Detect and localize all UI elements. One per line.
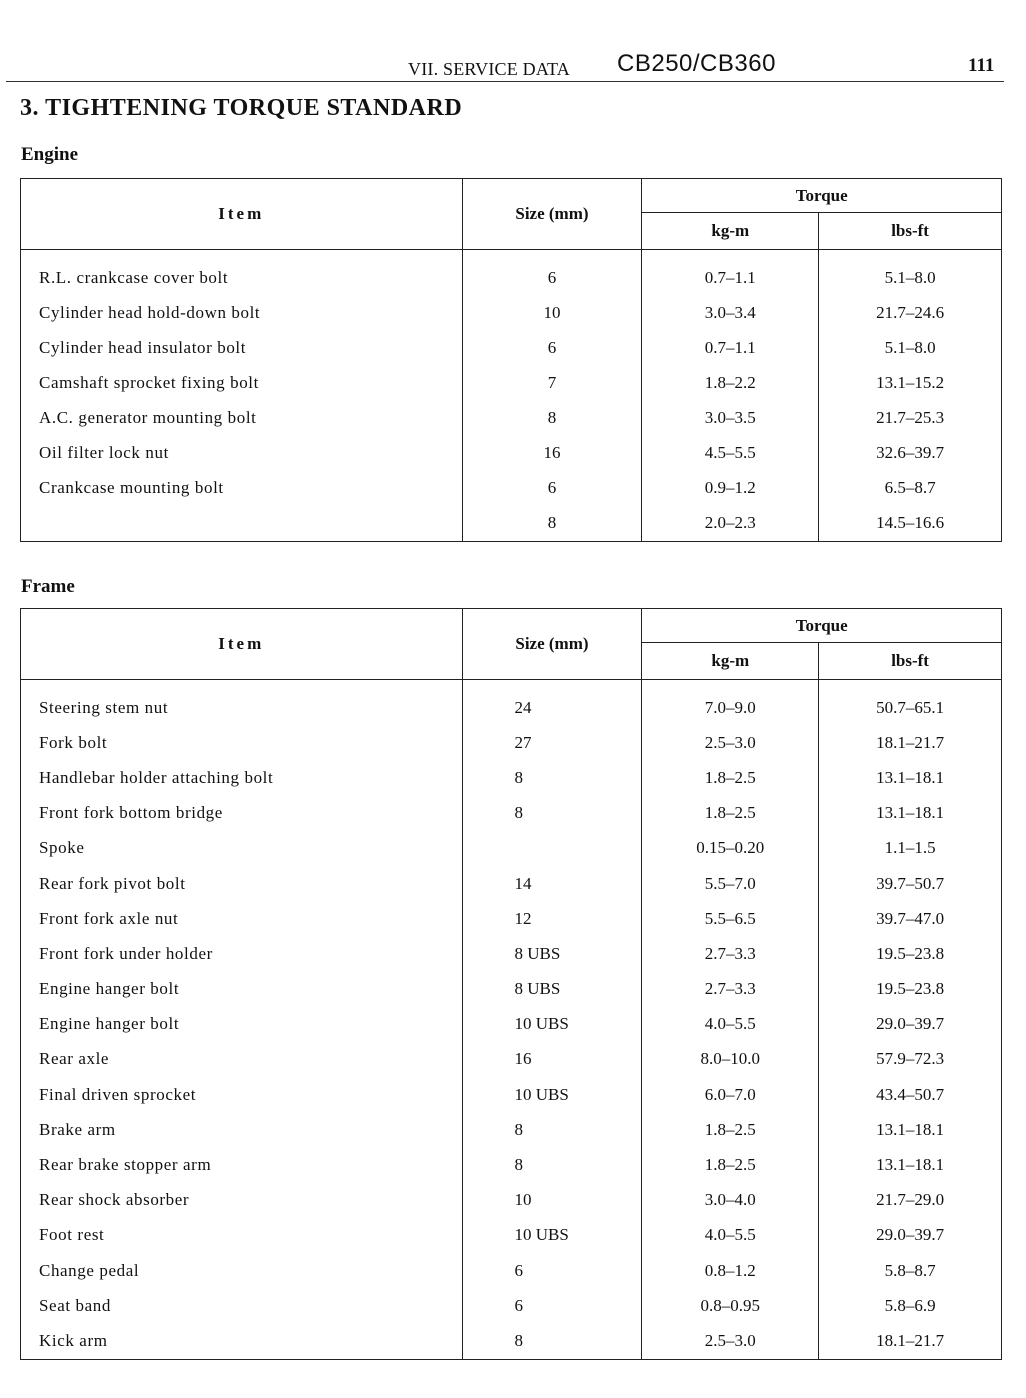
size-cell: 8 UBS: [462, 936, 642, 971]
table-row: [21, 831, 1002, 866]
kgm-column-header: kg-m: [642, 643, 819, 680]
kgm-cell: 2.7–3.3: [642, 972, 819, 1007]
lbsft-cell: 50.7–65.1: [819, 690, 1002, 725]
lbsft-cell: 18.1–21.7: [819, 725, 1002, 760]
size-cell: 16: [462, 1042, 642, 1077]
item-cell: Engine hanger bolt: [21, 1007, 463, 1042]
table-row: [21, 506, 1002, 542]
kgm-cell: 0.9–1.2: [642, 471, 819, 506]
size-column-header: Size (mm): [462, 179, 642, 250]
lbsft-cell: 18.1–21.7: [819, 1323, 1002, 1359]
size-cell: [462, 831, 642, 866]
size-cell: 6: [462, 330, 642, 365]
item-cell: Rear axle: [21, 1042, 463, 1077]
item-column-header: Item: [21, 609, 463, 680]
kgm-cell: 3.0–3.4: [642, 295, 819, 330]
size-cell: 8: [462, 400, 642, 435]
size-cell: 8: [462, 1323, 642, 1359]
lbsft-cell: 5.8–6.9: [819, 1288, 1002, 1323]
model-label: CB250/CB360: [617, 50, 776, 77]
table-row: [21, 471, 1002, 506]
lbsft-cell: 19.5–23.8: [819, 936, 1002, 971]
torque-column-header: Torque: [642, 179, 1002, 213]
item-column-header: Item: [21, 179, 463, 250]
table-row: [21, 1288, 1002, 1323]
item-cell: Rear shock absorber: [21, 1183, 463, 1218]
table-row: [21, 936, 1002, 971]
section-label: VII. SERVICE DATA: [408, 59, 571, 79]
kgm-cell: 0.15–0.20: [642, 831, 819, 866]
table-row: [21, 1218, 1002, 1253]
table-row: [21, 690, 1002, 725]
table-row: [21, 760, 1002, 795]
kgm-cell: 8.0–10.0: [642, 1042, 819, 1077]
size-cell: 8: [462, 506, 642, 542]
item-cell: Spoke: [21, 831, 463, 866]
kgm-column-header: kg-m: [642, 213, 819, 250]
table-row: [21, 1253, 1002, 1288]
size-cell: 8: [462, 1112, 642, 1147]
size-cell: 10 UBS: [462, 1077, 642, 1112]
size-cell: 10 UBS: [462, 1007, 642, 1042]
kgm-cell: 7.0–9.0: [642, 690, 819, 725]
size-cell: 7: [462, 365, 642, 400]
table-row: [21, 1112, 1002, 1147]
table-row: [21, 365, 1002, 400]
kgm-cell: 0.8–0.95: [642, 1288, 819, 1323]
table-row: [21, 866, 1002, 901]
size-column-header: Size (mm): [462, 609, 642, 680]
lbsft-cell: 14.5–16.6: [819, 506, 1002, 542]
table-row: [21, 972, 1002, 1007]
kgm-cell: 0.7–1.1: [642, 330, 819, 365]
item-cell: [21, 506, 463, 542]
table-row: [21, 1147, 1002, 1182]
item-cell: Engine hanger bolt: [21, 972, 463, 1007]
table-row: [21, 260, 1002, 295]
size-cell: 6: [462, 1288, 642, 1323]
lbsft-cell: 32.6–39.7: [819, 435, 1002, 470]
size-cell: 10: [462, 295, 642, 330]
item-cell: Cylinder head hold-down bolt: [21, 295, 463, 330]
lbsft-cell: 39.7–50.7: [819, 866, 1002, 901]
item-cell: Kick arm: [21, 1323, 463, 1359]
lbsft-cell: 21.7–25.3: [819, 400, 1002, 435]
kgm-cell: 1.8–2.5: [642, 796, 819, 831]
frame-heading: Frame: [21, 576, 75, 597]
lbsft-cell: 13.1–15.2: [819, 365, 1002, 400]
kgm-cell: 0.7–1.1: [642, 260, 819, 295]
kgm-cell: 2.5–3.0: [642, 725, 819, 760]
lbsft-cell: 39.7–47.0: [819, 901, 1002, 936]
kgm-cell: 1.8–2.5: [642, 1112, 819, 1147]
item-cell: Camshaft sprocket fixing bolt: [21, 365, 463, 400]
torque-column-header: Torque: [642, 609, 1002, 643]
kgm-cell: 1.8–2.5: [642, 1147, 819, 1182]
size-cell: 27: [462, 725, 642, 760]
page-number: 111: [968, 55, 995, 76]
item-cell: Change pedal: [21, 1253, 463, 1288]
item-cell: Rear brake stopper arm: [21, 1147, 463, 1182]
lbsft-cell: 21.7–29.0: [819, 1183, 1002, 1218]
item-cell: Fork bolt: [21, 725, 463, 760]
size-cell: 8: [462, 1147, 642, 1182]
lbsft-column-header: lbs-ft: [819, 213, 1002, 250]
lbsft-cell: 5.8–8.7: [819, 1253, 1002, 1288]
item-cell: Front fork axle nut: [21, 901, 463, 936]
table-row: [21, 725, 1002, 760]
table-row: [21, 400, 1002, 435]
item-cell: Front fork under holder: [21, 936, 463, 971]
kgm-cell: 5.5–6.5: [642, 901, 819, 936]
kgm-cell: 4.5–5.5: [642, 435, 819, 470]
lbsft-cell: 21.7–24.6: [819, 295, 1002, 330]
item-cell: Foot rest: [21, 1218, 463, 1253]
lbsft-cell: 13.1–18.1: [819, 796, 1002, 831]
size-cell: 6: [462, 471, 642, 506]
lbsft-cell: 1.1–1.5: [819, 831, 1002, 866]
size-cell: 12: [462, 901, 642, 936]
lbsft-cell: 29.0–39.7: [819, 1218, 1002, 1253]
size-cell: 10 UBS: [462, 1218, 642, 1253]
item-cell: R.L. crankcase cover bolt: [21, 260, 463, 295]
table-row: [21, 330, 1002, 365]
table-row: [21, 435, 1002, 470]
engine-torque-table: [20, 178, 1002, 542]
page-title: 3. TIGHTENING TORQUE STANDARD: [20, 95, 463, 121]
kgm-cell: 0.8–1.2: [642, 1253, 819, 1288]
lbsft-cell: 13.1–18.1: [819, 1147, 1002, 1182]
lbsft-cell: 6.5–8.7: [819, 471, 1002, 506]
lbsft-cell: 29.0–39.7: [819, 1007, 1002, 1042]
item-cell: Oil filter lock nut: [21, 435, 463, 470]
kgm-cell: 1.8–2.2: [642, 365, 819, 400]
kgm-cell: 4.0–5.5: [642, 1007, 819, 1042]
item-cell: Final driven sprocket: [21, 1077, 463, 1112]
kgm-cell: 3.0–3.5: [642, 400, 819, 435]
kgm-cell: 2.0–2.3: [642, 506, 819, 542]
kgm-cell: 6.0–7.0: [642, 1077, 819, 1112]
header-rule: [6, 81, 1004, 82]
engine-heading: Engine: [21, 144, 79, 165]
lbsft-cell: 19.5–23.8: [819, 972, 1002, 1007]
lbsft-cell: 43.4–50.7: [819, 1077, 1002, 1112]
kgm-cell: 5.5–7.0: [642, 866, 819, 901]
item-cell: Steering stem nut: [21, 690, 463, 725]
size-cell: 24: [462, 690, 642, 725]
table-row: [21, 1323, 1002, 1359]
lbsft-cell: 13.1–18.1: [819, 1112, 1002, 1147]
lbsft-cell: 5.1–8.0: [819, 260, 1002, 295]
table-row: [21, 796, 1002, 831]
frame-torque-table: [20, 608, 1002, 1360]
kgm-cell: 4.0–5.5: [642, 1218, 819, 1253]
item-cell: A.C. generator mounting bolt: [21, 400, 463, 435]
table-row: [21, 1042, 1002, 1077]
size-cell: 6: [462, 260, 642, 295]
size-cell: 16: [462, 435, 642, 470]
kgm-cell: 1.8–2.5: [642, 760, 819, 795]
table-row: [21, 1077, 1002, 1112]
lbsft-cell: 13.1–18.1: [819, 760, 1002, 795]
item-cell: Cylinder head insulator bolt: [21, 330, 463, 365]
size-cell: 14: [462, 866, 642, 901]
spacer-row: [21, 250, 1002, 261]
lbsft-column-header: lbs-ft: [819, 643, 1002, 680]
item-cell: Brake arm: [21, 1112, 463, 1147]
size-cell: 8 UBS: [462, 972, 642, 1007]
table-row: [21, 1007, 1002, 1042]
lbsft-cell: 57.9–72.3: [819, 1042, 1002, 1077]
size-cell: 6: [462, 1253, 642, 1288]
item-cell: Crankcase mounting bolt: [21, 471, 463, 506]
table-row: [21, 1183, 1002, 1218]
page-header: [0, 52, 1026, 82]
kgm-cell: 2.7–3.3: [642, 936, 819, 971]
kgm-cell: 3.0–4.0: [642, 1183, 819, 1218]
size-cell: 10: [462, 1183, 642, 1218]
table-row: [21, 295, 1002, 330]
table-row: [21, 901, 1002, 936]
size-cell: 8: [462, 760, 642, 795]
item-cell: Seat band: [21, 1288, 463, 1323]
kgm-cell: 2.5–3.0: [642, 1323, 819, 1359]
spacer-row: [21, 680, 1002, 691]
item-cell: Rear fork pivot bolt: [21, 866, 463, 901]
item-cell: Handlebar holder attaching bolt: [21, 760, 463, 795]
item-cell: Front fork bottom bridge: [21, 796, 463, 831]
lbsft-cell: 5.1–8.0: [819, 330, 1002, 365]
size-cell: 8: [462, 796, 642, 831]
